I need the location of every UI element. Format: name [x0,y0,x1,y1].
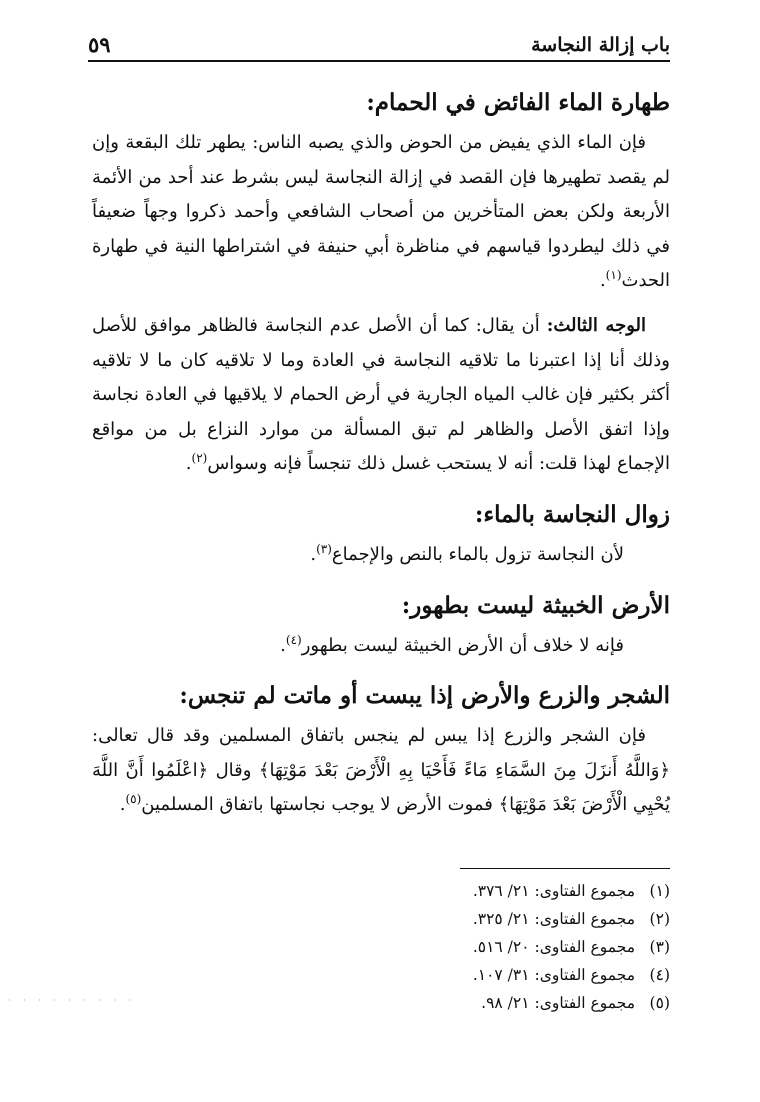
footnote-item [370,961,670,989]
paragraph-end: . [185,453,192,475]
footnote-rule [460,868,670,869]
footnote-ref[interactable]: (٤) [285,632,302,647]
section-heading-removal-by-water: زوال النجاسة بالماء: [474,500,670,528]
running-title: باب إزالة النجاسة [531,34,670,56]
footnote-number: (٤) [649,966,670,984]
footnote-number: (٢) [649,910,670,928]
section-heading-trees-crops-earth: الشجر والزرع والأرض إذا يبست أو ماتت لم تنجس: [179,682,670,710]
footnote-item [370,989,670,1017]
footnote-text: مجموع الفتاوى: ٢١/ ٩٨. [481,994,636,1012]
paragraph-end: . [310,543,317,565]
footnotes [370,868,670,1017]
footnote-item [370,933,670,961]
footnote-ref[interactable]: (٥) [125,792,142,807]
paragraph [92,126,670,299]
footnote-number: (٣) [649,938,670,956]
paragraph-end: . [599,270,606,292]
paragraph [92,719,670,823]
page-number: ٥٩ [88,32,111,57]
footnote-ref[interactable]: (٢) [191,451,208,466]
paragraph-text: لأن النجاسة تزول بالماء بالنص والإجماع [331,543,624,565]
paragraph [92,629,670,664]
footnote-ref[interactable]: (٣) [316,541,332,556]
footnote-item [370,905,670,933]
scan-specks: · · · · · · · · · [8,996,137,1005]
footnote-text: مجموع الفتاوى: ٣١/ ١٠٧. [472,966,636,984]
footnote-number: (٥) [649,994,670,1012]
paragraph-end: . [119,794,126,816]
footnote-text: مجموع الفتاوى: ٢١/ ٣٧٦. [472,882,636,900]
footnote-ref[interactable]: (١) [605,268,622,283]
paragraph-text: فإنه لا خلاف أن الأرض الخبيثة ليست بطهور [301,634,624,656]
running-header [88,30,670,60]
paragraph-text: أن يقال: كما أن الأصل عدم النجاسة فالظاهر موافق للأصل وذلك أنا إذا اعتبرنا ما تلاقيه النجاسة في العادة وما لا تلاقيه كان ما لا تلاقيه أكثر بكثير فإن غالب المياه الجارية في أرض الحمام لا يلاقيها في العادة نجاسة وإذا اتفق الأصل والظاهر لم تبق المسألة من موارد النزاع بل من مواقع الإجماع لهذا قلت: أنه لا يستحب غسل ذلك تنجساً فإنه وسواس [92,314,670,475]
paragraph [92,538,670,573]
paragraph-text: فإن الماء الذي يفيض من الحوض والذي يصبه الناس: يطهر تلك البقعة وإن لم يقصد تطهيرها فإن القصد في إزالة النجاسة ليس بشرط عند أحد من الأئمة الأربعة ولكن بعض المتأخرين من أصحاب الشافعي وأحمد ذكروا وجهاً ضعيفاً في ذلك ليطردوا قياسهم في مناظرة أبي حنيفة في اشتراطها النية في طهارة الحدث [92,132,670,292]
paragraph-text: فإن الشجر والزرع إذا يبس لم ينجس باتفاق المسلمين وقد قال تعالى: ﴿وَاللَّهُ أَنزَلَ مِنَ السَّمَاءِ مَاءً فَأَحْيَا بِهِ الْأَرْضَ بَعْدَ مَوْتِهَا﴾ وقال ﴿اعْلَمُوا أَنَّ اللَّهَ يُحْيِي الْأَرْضَ بَعْدَ مَوْتِهَا﴾ فموت الأرض لا يوجب نجاستها باتفاق المسلمين [92,725,670,816]
header-rule [88,60,670,62]
section-heading-impure-earth: الأرض الخبيثة ليست بطهور: [401,591,670,619]
footnote-text: مجموع الفتاوى: ٢١/ ٣٢٥. [472,910,636,928]
footnote-text: مجموع الفتاوى: ٢٠/ ٥١٦. [472,938,636,956]
paragraph-lead: الوجه الثالث: [546,314,646,336]
footnote-item [370,877,670,905]
paragraph-end: . [280,634,286,656]
paragraph [92,309,670,482]
footnote-number: (١) [649,882,670,900]
main-text [92,86,670,833]
section-heading-bath-water: طهارة الماء الفائض في الحمام: [366,89,670,116]
